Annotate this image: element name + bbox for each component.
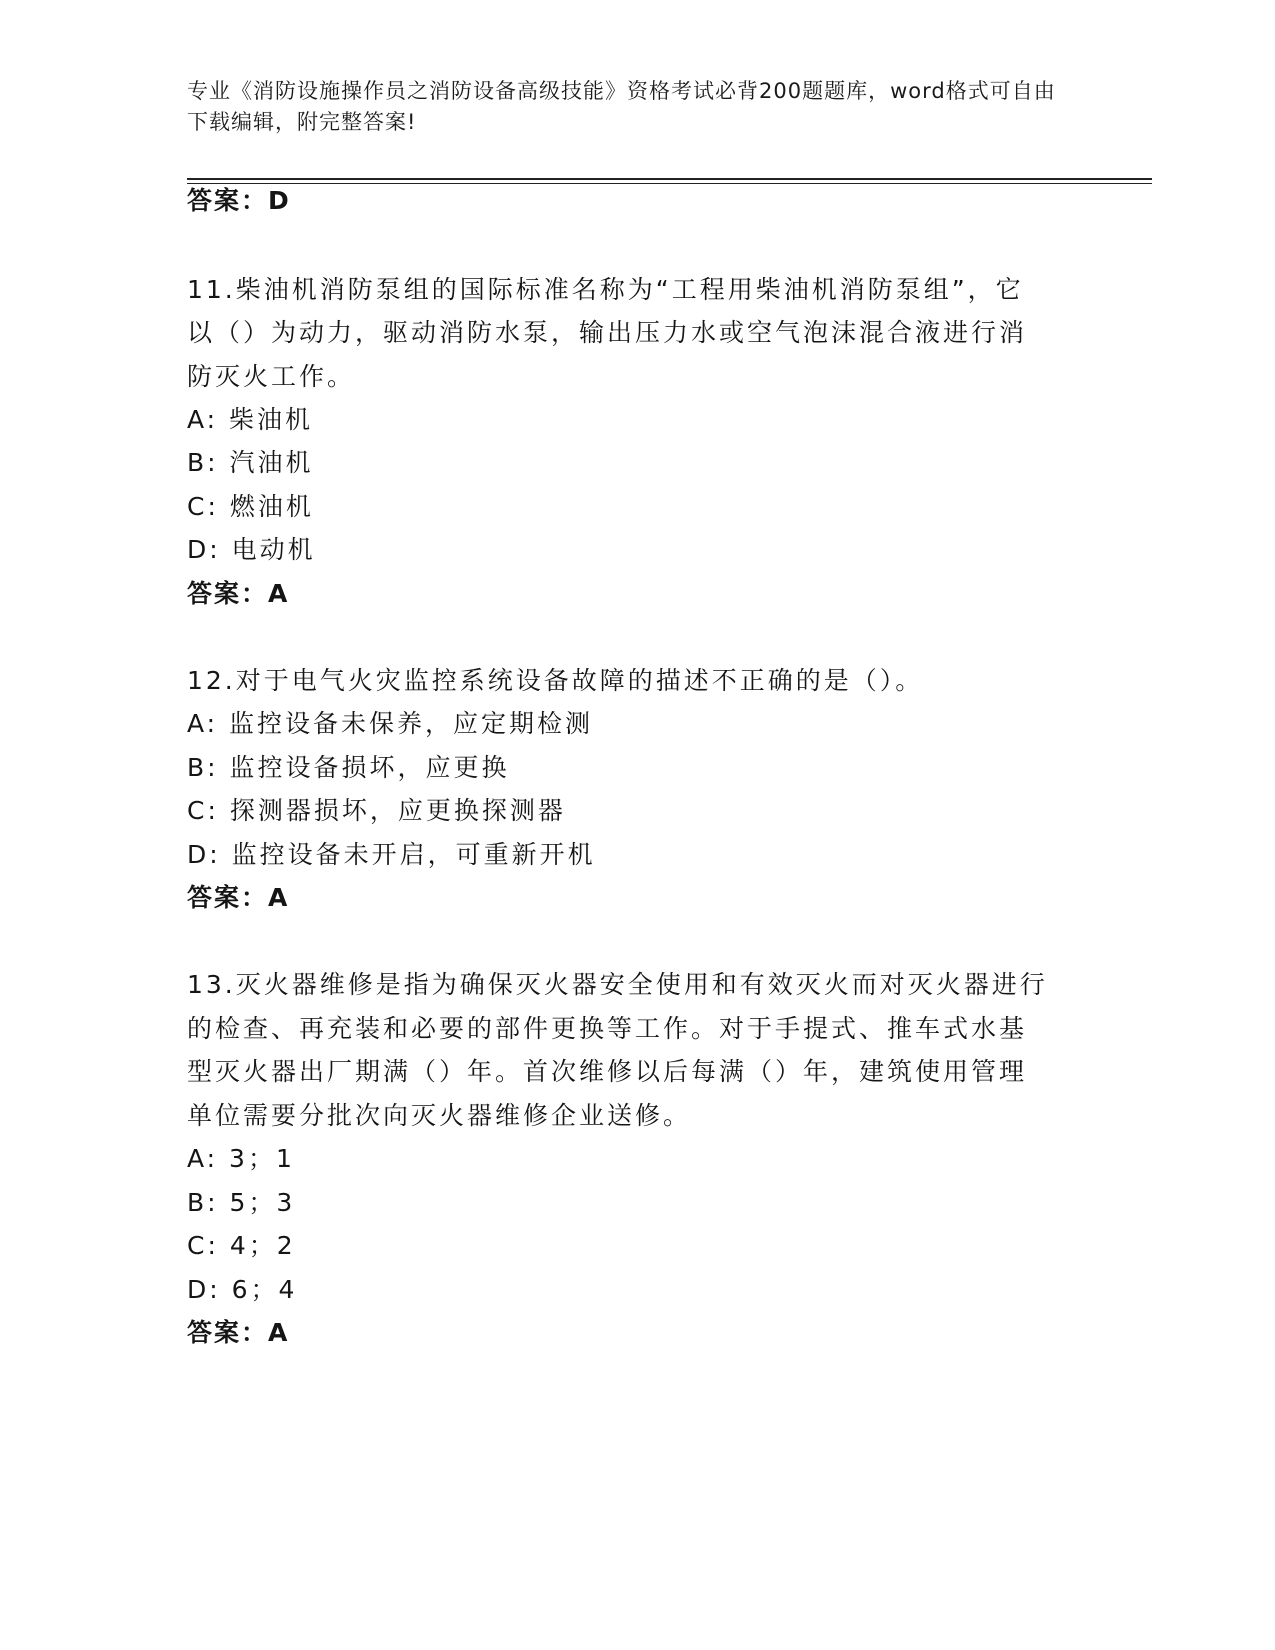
question-11-line-2: 以（）为动力，驱动消防水泵，输出压力水或空气泡沫混合液进行消: [187, 318, 1028, 347]
question-13-answer: 答案：A: [187, 1318, 290, 1347]
question-13-line-4: 单位需要分批次向灭火器维修企业送修。: [187, 1101, 692, 1130]
question-12-line-1: 12.对于电气火灾监控系统设备故障的描述不正确的是（）。: [187, 666, 924, 695]
question-13-option-b: B: 5；3: [187, 1188, 296, 1217]
question-11-line-3: 防灭火工作。: [187, 362, 356, 391]
question-12-option-c: C: 探测器损坏，应更换探测器: [187, 796, 566, 825]
question-12-answer: 答案：A: [187, 883, 290, 912]
question-11-answer: 答案：A: [187, 579, 290, 608]
question-11-option-d: D: 电动机: [187, 535, 316, 564]
header-divider-thick: [187, 178, 1152, 180]
question-13-line-3: 型灭火器出厂期满（）年。首次维修以后每满（）年，建筑使用管理: [187, 1057, 1028, 1086]
question-13-option-d: D: 6；4: [187, 1275, 298, 1304]
question-13-option-c: C: 4；2: [187, 1231, 296, 1260]
header-divider-thin: [187, 183, 1152, 184]
question-11-option-a: A: 柴油机: [187, 405, 314, 434]
question-12-option-d: D: 监控设备未开启，可重新开机: [187, 840, 596, 869]
question-11-option-c: C: 燃油机: [187, 492, 314, 521]
question-12-option-a: A: 监控设备未保养，应定期检测: [187, 709, 594, 738]
question-13-line-1: 13.灭火器维修是指为确保灭火器安全使用和有效灭火而对灭火器进行: [187, 970, 1048, 999]
question-12-option-b: B: 监控设备损坏，应更换: [187, 753, 510, 782]
question-13-option-a: A: 3；1: [187, 1144, 295, 1173]
document-header: 专业《消防设施操作员之消防设备高级技能》资格考试必背200题题库，word格式可自由下载编辑，附完整答案!: [187, 79, 1056, 134]
previous-answer: 答案：D: [187, 186, 291, 215]
question-11-line-1: 11.柴油机消防泵组的国际标准名称为“工程用柴油机消防泵组”，它: [187, 275, 1024, 304]
question-11-option-b: B: 汽油机: [187, 448, 314, 477]
question-13-line-2: 的检查、再充装和必要的部件更换等工作。对于手提式、推车式水基: [187, 1014, 1028, 1043]
